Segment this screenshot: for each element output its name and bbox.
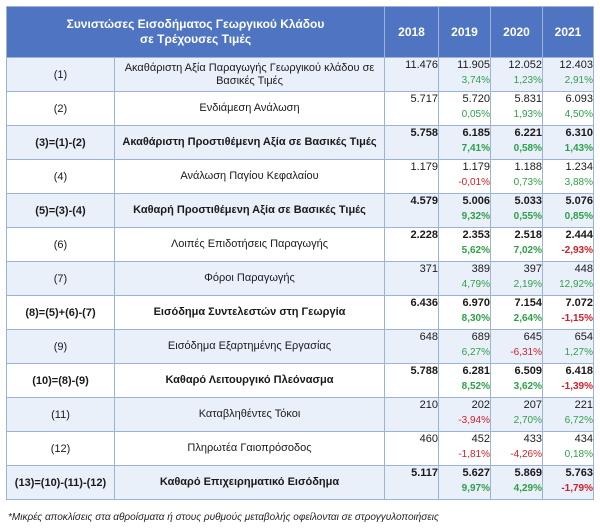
row-description: Ανάλωση Παγίου Κεφαλαίου [115,160,385,194]
value-2018-text: 4.579 [410,195,438,207]
year-header-2021: 2021 [543,7,594,58]
year-header-2019: 2019 [439,7,491,58]
value-2021-text: 448 [574,263,593,275]
value-2020-text: 645 [523,331,542,343]
income-table [6,6,594,500]
row-description: Καταβληθέντες Τόκοι [115,398,385,432]
change-2020: -4,26% [510,449,542,460]
change-2021: 4,50% [564,109,593,120]
row-description: Φόροι Παραγωγής [115,262,385,296]
change-2021: -2,93% [561,245,593,256]
value-2018-text: 1.179 [410,161,438,173]
value-2018 [385,262,439,296]
value-2019-text: 2.353 [462,229,490,241]
row-description: Καθαρό Λειτουργικό Πλεόνασμα [115,364,385,398]
value-2020-text: 5.869 [514,467,542,479]
change-2021: 6,72% [564,415,593,426]
table-row [7,58,594,92]
change-2020: 2,64% [513,313,542,324]
value-2018 [385,432,439,466]
value-2021 [543,262,594,296]
value-2018 [385,160,439,194]
change-2021: 12,92% [559,279,593,290]
value-2020-text: 12.052 [508,59,542,71]
change-2020: 2,19% [513,279,542,290]
value-2018-text: 5.717 [410,93,438,105]
value-2019-text: 11.905 [457,59,490,71]
value-2020-text: 207 [523,399,542,411]
value-2021 [543,160,594,194]
table-title-line2: σε Τρέχουσες Τιμές [139,32,252,46]
row-code: (2) [7,92,115,126]
value-2019 [439,228,491,262]
change-2020: 0,55% [513,211,542,222]
row-code: (4) [7,160,115,194]
year-header-2020: 2020 [491,7,543,58]
change-2020: 4,29% [513,483,542,494]
value-2020-text: 5.033 [514,195,542,207]
row-code: (8)=(5)+(6)-(7) [7,296,115,330]
row-code: (1) [7,58,115,92]
change-2020: 7,02% [513,245,542,256]
value-2018 [385,398,439,432]
value-2019 [439,58,491,92]
value-2019-text: 1.179 [462,161,490,173]
value-2019-text: 389 [471,263,490,275]
value-2021 [543,228,594,262]
table-row [7,364,594,398]
value-2018 [385,364,439,398]
value-2019 [439,296,491,330]
change-2019: -3,94% [458,415,490,426]
change-2019: 9,32% [461,211,490,222]
table-row [7,160,594,194]
value-2018-text: 5.758 [410,127,438,139]
change-2021: 0,85% [564,211,593,222]
value-2021-text: 5.076 [565,195,593,207]
change-2021: 1,43% [564,143,593,154]
table-row [7,398,594,432]
row-code: (10)=(8)-(9) [7,364,115,398]
value-2020-text: 7.154 [514,297,542,309]
value-2020 [491,330,543,364]
table-row [7,262,594,296]
value-2018-text: 5.788 [410,365,438,377]
footnote: *Μικρές αποκλίσεις στα αθροίσματα ή στους ρυθμούς μεταβολής οφείλονται σε στρογγυλοποιήσεις [8,512,439,523]
value-2020-text: 5.831 [514,93,542,105]
value-2019 [439,160,491,194]
value-2018 [385,126,439,160]
value-2021-text: 434 [574,433,593,445]
table-row [7,228,594,262]
value-2020 [491,432,543,466]
change-2021: 1,27% [564,347,593,358]
change-2021: 0,18% [564,449,593,460]
row-description: Ακαθάριστη Αξία Παραγωγής Γεωργικού κλάδου σε Βασικές Τιμές [115,58,385,92]
value-2019 [439,432,491,466]
value-2020 [491,296,543,330]
value-2021-text: 6.418 [565,365,593,377]
value-2021 [543,398,594,432]
value-2018-text: 5.117 [411,467,438,479]
change-2021: 3,88% [564,177,593,188]
value-2020 [491,262,543,296]
table-row [7,466,594,500]
change-2020: 2,70% [513,415,542,426]
row-code: (12) [7,432,115,466]
table-row [7,330,594,364]
value-2020 [491,228,543,262]
change-2020: -6,31% [510,347,542,358]
value-2018 [385,194,439,228]
value-2019 [439,364,491,398]
change-2019: 8,52% [461,381,490,392]
row-code: (11) [7,398,115,432]
year-header-2018: 2018 [385,7,439,58]
value-2021-text: 7.072 [565,297,593,309]
value-2020 [491,466,543,500]
value-2021 [543,92,594,126]
value-2020-text: 6.221 [514,127,542,139]
change-2019: -0,01% [458,177,490,188]
table-row [7,194,594,228]
row-code: (3)=(1)-(2) [7,126,115,160]
value-2018-text: 371 [419,263,438,275]
value-2021 [543,330,594,364]
value-2019-text: 5.720 [462,93,490,105]
value-2020 [491,194,543,228]
row-description: Λοιπές Επιδοτήσεις Παραγωγής [115,228,385,262]
value-2021 [543,466,594,500]
change-2019: 0,05% [461,109,490,120]
value-2019-text: 452 [471,433,490,445]
row-description: Εισόδημα Συντελεστών στη Γεωργία [115,296,385,330]
value-2018 [385,58,439,92]
value-2020-text: 1.188 [514,161,542,173]
value-2021-text: 6.310 [565,127,593,139]
value-2021-text: 5.763 [565,467,593,479]
value-2020-text: 6.509 [514,365,542,377]
change-2019: 9,97% [461,483,490,494]
change-2019: 5,62% [461,245,490,256]
value-2019-text: 5.627 [462,467,490,479]
change-2019: 3,74% [461,75,490,86]
value-2021 [543,364,594,398]
value-2021 [543,126,594,160]
value-2020 [491,92,543,126]
value-2018 [385,296,439,330]
value-2019 [439,398,491,432]
value-2021 [543,432,594,466]
value-2019 [439,466,491,500]
row-code: (9) [7,330,115,364]
change-2020: 3,62% [513,381,542,392]
row-description: Ενδιάμεση Ανάλωση [115,92,385,126]
value-2018 [385,330,439,364]
value-2020 [491,126,543,160]
change-2019: 7,41% [461,143,490,154]
value-2020 [491,364,543,398]
value-2021-text: 221 [574,399,593,411]
row-description: Εισόδημα Εξαρτημένης Εργασίας [115,330,385,364]
value-2021 [543,296,594,330]
value-2018-text: 648 [419,331,438,343]
row-code: (5)=(3)-(4) [7,194,115,228]
value-2019-text: 6.970 [462,297,490,309]
table-row [7,432,594,466]
value-2020 [491,58,543,92]
value-2018-text: 210 [419,399,438,411]
value-2021-text: 2.444 [565,229,593,241]
value-2019-text: 689 [471,331,490,343]
change-2020: 1,23% [513,75,542,86]
change-2019: 6,27% [461,347,490,358]
change-2019: -1,81% [458,449,490,460]
value-2021-text: 12.403 [559,59,593,71]
value-2018-text: 2.228 [410,229,438,241]
table-row [7,92,594,126]
header-row [7,7,594,58]
value-2018-text: 460 [419,433,438,445]
value-2021-text: 654 [574,331,593,343]
row-description: Καθαρό Επιχειρηματικό Εισόδημα [115,466,385,500]
change-2021: -1,39% [561,381,593,392]
value-2019 [439,262,491,296]
row-description: Καθαρή Προστιθέμενη Αξία σε Βασικές Τιμές [115,194,385,228]
row-code: (7) [7,262,115,296]
value-2019-text: 5.006 [462,195,490,207]
table-row [7,126,594,160]
value-2018 [385,228,439,262]
table-title [7,7,385,58]
change-2019: 8,30% [461,313,490,324]
change-2021: -1,79% [561,483,593,494]
change-2020: 0,58% [513,143,542,154]
value-2019-text: 6.281 [462,365,490,377]
value-2018 [385,466,439,500]
change-2021: -1,15% [561,313,593,324]
value-2021-text: 6.093 [565,93,593,105]
value-2018 [385,92,439,126]
value-2019 [439,126,491,160]
value-2019-text: 202 [471,399,490,411]
value-2018-text: 11.476 [405,59,438,71]
value-2020-text: 2.518 [514,229,542,241]
value-2020 [491,160,543,194]
row-code: (6) [7,228,115,262]
value-2019 [439,194,491,228]
value-2019 [439,92,491,126]
value-2021-text: 1.234 [565,161,593,173]
value-2018-text: 6.436 [410,297,438,309]
value-2021 [543,58,594,92]
value-2020-text: 433 [523,433,542,445]
table-row [7,296,594,330]
change-2019: 4,79% [461,279,490,290]
value-2019-text: 6.185 [462,127,490,139]
value-2021 [543,194,594,228]
row-code: (13)=(10)-(11)-(12) [7,466,115,500]
value-2019 [439,330,491,364]
change-2021: 2,91% [564,75,593,86]
table-title-line1: Συνιστώσες Εισοδήματος Γεωργικού Κλάδου [66,17,325,31]
change-2020: 1,93% [513,109,542,120]
change-2020: 0,73% [513,177,542,188]
value-2020 [491,398,543,432]
row-description: Πληρωτέα Γαιοπρόσοδος [115,432,385,466]
value-2020-text: 397 [523,263,542,275]
row-description: Ακαθάριστη Προστιθέμενη Αξία σε Βασικές Τιμές [115,126,385,160]
